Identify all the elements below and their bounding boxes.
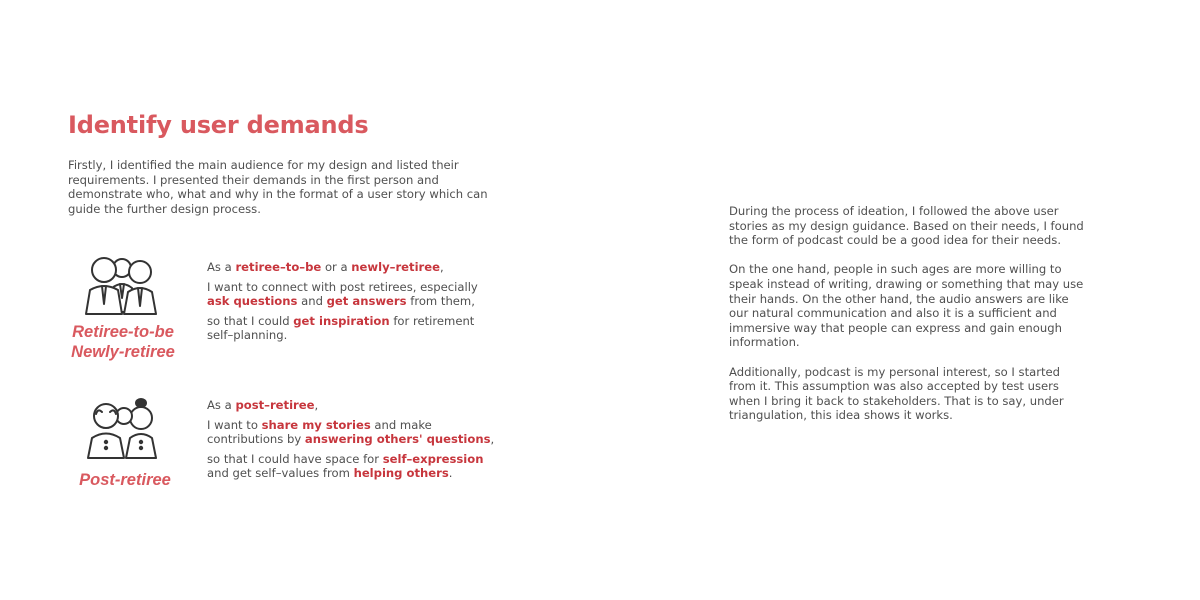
three-people-icon [84,254,160,318]
elderly-couple-icon [86,398,162,462]
persona-label-retiree [56,322,190,362]
persona-label-post-retiree [58,470,192,490]
ideation-paragraph-3: Additionally, podcast is my personal interest, so I started from it. This assumption was also accepted by test users when I bring it back to stakeholders. That is to say, under triangulation, this idea shows it works. [729,364,1064,423]
story-line-benefit: so that I could get inspiration for retirement self–planning. [207,313,475,343]
persona-label-line1: Retiree-to-be [72,323,174,341]
story-line-want: I want to share my stories and make contributions by answering others' questions, [207,417,495,447]
story-line-role: As a retiree–to–be or a newly–retiree, [207,260,444,274]
intro-paragraph: Firstly, I identified the main audience for my design and listed their requirements. I presented their demands in the first person and demonstrate who, what and why in the format of a user story which can guide the further design process. [68,158,488,216]
story-line-role: As a post–retiree, [207,398,319,412]
persona-label-line1: Post-retiree [79,471,171,489]
page-title: Identify user demands [68,111,369,139]
user-story-retiree [207,260,492,348]
ideation-text [729,204,1089,438]
user-story-post-retiree [207,398,497,486]
ideation-paragraph-2: On the one hand, people in such ages are more willing to speak instead of writing, drawing or something that may use their hands. On the other hand, the audio answers are like our natural communication and also it is a sufficient and immersive way that people can express and gain enough information. [729,262,1084,350]
persona-label-line2: Newly-retiree [71,343,175,361]
story-line-benefit: so that I could have space for self–expression and get self–values from helping others. [207,451,484,481]
ideation-paragraph-1: During the process of ideation, I followed the above user stories as my design guidance. Based on their needs, I found the form of podcast could be a good idea for their needs. [729,204,1084,248]
story-line-want: I want to connect with post retirees, especially ask questions and get answers from them, [207,279,478,309]
